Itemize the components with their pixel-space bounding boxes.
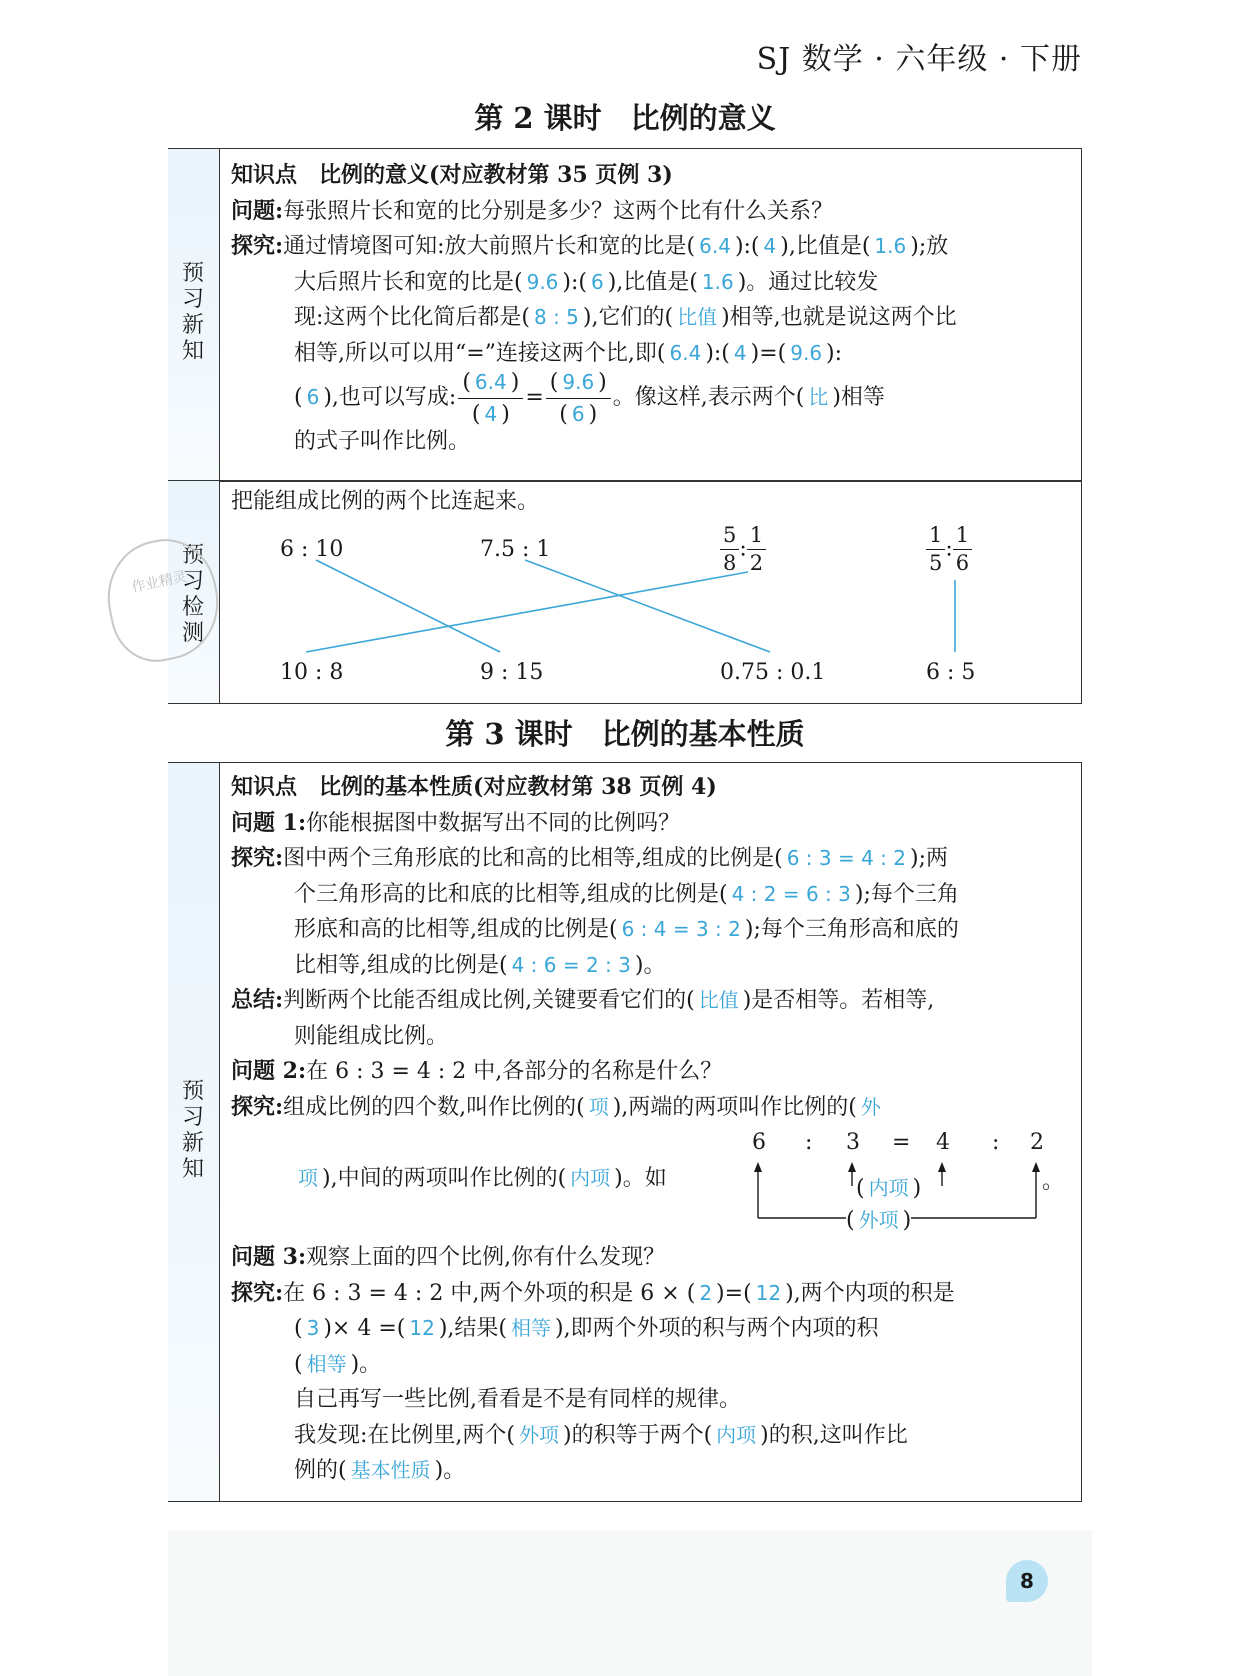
text: ),比值是( <box>607 269 698 295</box>
match-line <box>316 560 500 652</box>
answer: 6.4 <box>669 340 702 365</box>
fraction-left: $\frac{( 6.4 )}{( 4 )}$ <box>458 367 523 430</box>
side-char: 新 <box>181 313 205 338</box>
text: 大后照片长和宽的比是( <box>294 269 523 295</box>
answer: 4 <box>733 340 747 365</box>
paren: ) <box>902 1208 912 1233</box>
text: ( <box>294 385 303 410</box>
answer: 基本性质 <box>350 1458 431 1482</box>
check-instruction: 把能组成比例的两个比连起来。 <box>231 489 540 514</box>
match-bottom-2[interactable]: 9 : 15 <box>480 660 544 685</box>
text: ),两个内项的积是 <box>785 1280 955 1306</box>
explore-label: 探究: <box>231 845 284 871</box>
question-label: 问题: <box>231 197 284 224</box>
explore-label: 探究: <box>231 233 284 259</box>
paren: ( <box>846 1208 855 1233</box>
match-bottom-4[interactable]: 6 : 5 <box>926 660 976 685</box>
text: )=( <box>750 340 787 366</box>
text: 判断两个比能否组成比例,关键要看它们的( <box>283 988 695 1013</box>
answer: 12 <box>409 1316 435 1340</box>
answer: 6 : 3 = 4 : 2 <box>786 846 906 870</box>
text: );放 <box>910 234 949 259</box>
side-char: 预 <box>181 1079 205 1104</box>
side-char: 习 <box>181 569 205 594</box>
answer: 外项 <box>858 1208 899 1232</box>
text: ),即两个外项的积与两个内项的积 <box>554 1316 879 1341</box>
text: 。像这样,表示两个( <box>612 385 805 410</box>
side-char: 习 <box>181 287 205 312</box>
colon: : <box>992 1130 1000 1155</box>
text: ):( <box>705 340 730 366</box>
outer-terms-label <box>846 1204 911 1233</box>
side-char: 检 <box>181 595 205 620</box>
text: );每个三角形高和底的 <box>744 917 959 942</box>
kp-label: 知识点 <box>231 774 298 800</box>
frac-den: 2 <box>749 551 764 575</box>
fraction-right: $\frac{( 9.6 )}{( 6 )}$ <box>546 367 611 430</box>
answer: 12 <box>755 1280 782 1305</box>
match-bottom-1[interactable]: 10 : 8 <box>280 660 344 685</box>
answer: 比值 <box>698 988 739 1012</box>
text: ): <box>826 340 843 366</box>
lesson-2-title: 第 2 课时 比例的意义 <box>474 101 776 135</box>
answer: 3 <box>306 1316 320 1340</box>
summary-label: 总结: <box>231 987 284 1013</box>
frac-num: 5 <box>720 522 739 550</box>
answer: 9.6 <box>526 269 559 294</box>
text: ),比值是( <box>780 234 871 259</box>
equals: = <box>892 1130 911 1155</box>
text: ),它们的( <box>582 305 674 330</box>
paren: ( <box>856 1176 865 1201</box>
side-char: 预 <box>181 543 205 568</box>
text: 在 6 : 3 = 4 : 2 中,两个外项的积是 6 × ( <box>283 1280 696 1306</box>
term: 2 <box>1030 1130 1044 1155</box>
answer: 9.6 <box>790 340 823 365</box>
text: ( <box>294 1351 303 1377</box>
text: );两 <box>909 846 948 871</box>
answer: 外 <box>860 1094 881 1119</box>
term: 4 <box>936 1130 950 1155</box>
side-char: 预 <box>181 261 205 286</box>
question-text: 每张照片长和宽的比分别是多少？这两个比有什么关系？ <box>283 198 834 224</box>
colon: : <box>945 536 953 562</box>
answer: 1.6 <box>874 234 907 258</box>
text: 相等,所以可以用“=”连接这两个比,即( <box>294 340 666 366</box>
stamp-text: 作业精灵 <box>130 568 189 597</box>
side-char: 知 <box>181 339 205 364</box>
answer: 项 <box>298 1166 318 1190</box>
answer: 外项 <box>519 1422 559 1447</box>
text: ),两端的两项叫作比例的( <box>612 1094 857 1120</box>
answer: 比 <box>808 385 829 409</box>
question-1-label: 问题 1: <box>231 809 307 836</box>
text: 自己再写一些比例,看看是不是有同样的规律。 <box>294 1387 741 1412</box>
lesson-3-title: 第 3 课时 比例的基本性质 <box>445 717 805 751</box>
text: )。 <box>350 1351 382 1377</box>
answer: 1.6 <box>701 269 734 294</box>
question-3-label: 问题 3: <box>231 1244 307 1270</box>
text: )的积,这叫作比 <box>760 1422 908 1448</box>
text: )。 <box>634 952 666 978</box>
side-char: 新 <box>181 1131 205 1156</box>
text: 图中两个三角形底的比和高的比相等,组成的比例是( <box>283 846 783 871</box>
lesson-3-question-3 <box>231 1240 1069 1489</box>
text: 我发现:在比例里,两个( <box>294 1422 515 1448</box>
question-2-label: 问题 2: <box>231 1058 307 1084</box>
frac-den: 5 <box>929 551 943 575</box>
answer: 6 <box>571 401 585 426</box>
paren: ) <box>912 1176 922 1201</box>
match-bottom-3[interactable]: 0.75 : 0.1 <box>720 660 826 685</box>
question-2-text: 在 6 : 3 = 4 : 2 中,各部分的名称是什么？ <box>306 1059 723 1084</box>
text: 现:这两个比化简后都是( <box>294 305 530 330</box>
text: )。通过比较发 <box>737 269 879 295</box>
text: )是否相等。若相等, <box>742 988 935 1013</box>
side-char: 测 <box>181 621 205 646</box>
answer: 6 <box>306 385 320 409</box>
text: 。 <box>1042 1169 1065 1194</box>
inner-terms-label <box>856 1172 921 1201</box>
colon: : <box>805 1130 813 1155</box>
answer: 相等 <box>306 1351 347 1376</box>
frac-num: 1 <box>747 522 766 550</box>
text: 比相等,组成的比例是( <box>294 952 508 978</box>
text: )。 <box>434 1458 466 1483</box>
frac-den: 6 <box>955 551 970 575</box>
explore-label: 探究: <box>231 1093 284 1120</box>
text: ),中间的两项叫作比例的( <box>322 1166 567 1191</box>
answer: 比值 <box>677 305 718 329</box>
match-top-2[interactable]: 7.5 : 1 <box>480 537 551 562</box>
answer: 内项 <box>570 1166 611 1190</box>
answer: 2 <box>699 1280 713 1305</box>
side-char: 知 <box>181 1157 205 1182</box>
kp-text: 比例的意义(对应教材第 35 页例 3) <box>319 162 673 188</box>
frac-num: 1 <box>953 522 972 550</box>
text: ):( <box>734 234 760 259</box>
answer: 8 : 5 <box>534 305 579 329</box>
answer: 6 : 4 = 3 : 2 <box>621 917 741 941</box>
text: 则能组成比例。 <box>294 1023 449 1049</box>
answer: 4 <box>484 401 498 426</box>
answer: 4 : 2 = 6 : 3 <box>731 881 851 906</box>
term: 3 <box>846 1130 860 1155</box>
question-1-text: 你能根据图中数据写出不同的比例吗？ <box>306 810 681 836</box>
text: ),也可以写成: <box>323 385 457 410</box>
answer: 6 <box>590 269 604 294</box>
text: );每个三角 <box>854 881 959 907</box>
answer: 相等 <box>510 1316 551 1340</box>
text: ):( <box>562 269 587 295</box>
match-line <box>306 572 748 652</box>
text: )相等 <box>832 385 885 410</box>
matching-lines <box>0 0 1250 720</box>
side-label-preview-2 <box>168 763 220 1501</box>
book-header: SJ 数学 · 六年级 · 下册 <box>756 42 1082 77</box>
answer: 6.4 <box>474 369 507 394</box>
text: 通过情境图可知:放大前照片长和宽的比是( <box>283 234 696 259</box>
answer: 内项 <box>868 1176 909 1200</box>
side-char: 习 <box>181 1105 205 1130</box>
answer: 内项 <box>716 1422 757 1447</box>
question-3-text: 观察上面的四个比例,你有什么发现？ <box>306 1245 666 1270</box>
kp-text: 比例的基本性质(对应教材第 38 页例 4) <box>319 774 717 800</box>
colon: : <box>739 536 747 562</box>
text: 形底和高的比相等,组成的比例是( <box>294 917 618 942</box>
text: )的积等于两个( <box>563 1422 713 1448</box>
answer: 项 <box>588 1094 609 1119</box>
text: ( <box>294 1316 303 1341</box>
term: 6 <box>752 1130 766 1155</box>
frac-num: 1 <box>926 522 945 550</box>
explore-label: 探究: <box>231 1279 284 1306</box>
answer: 9.6 <box>562 369 595 394</box>
kp-label: 知识点 <box>231 162 298 188</box>
text: ),结果( <box>438 1316 507 1341</box>
answer: 4 <box>763 234 777 258</box>
text: 个三角形高的比和底的比相等,组成的比例是( <box>294 881 728 907</box>
footer-area <box>168 1530 1092 1676</box>
text: )。如 <box>614 1166 667 1191</box>
page-number: 8 <box>1006 1560 1048 1602</box>
equals: = <box>525 385 544 410</box>
frac-den: 8 <box>723 551 737 575</box>
text: 例的( <box>294 1458 347 1483</box>
text: 的式子叫作比例。 <box>294 429 471 454</box>
proportion-terms-diagram <box>750 1130 1070 1234</box>
text: )=( <box>716 1280 752 1306</box>
answer: 6.4 <box>699 234 731 258</box>
match-top-1[interactable]: 6 : 10 <box>280 537 344 562</box>
text: 组成比例的四个数,叫作比例的( <box>283 1094 585 1120</box>
answer: 4 : 6 = 2 : 3 <box>511 952 631 977</box>
text: )相等,也就是说这两个比 <box>721 305 957 330</box>
text: )× 4 =( <box>323 1316 406 1341</box>
